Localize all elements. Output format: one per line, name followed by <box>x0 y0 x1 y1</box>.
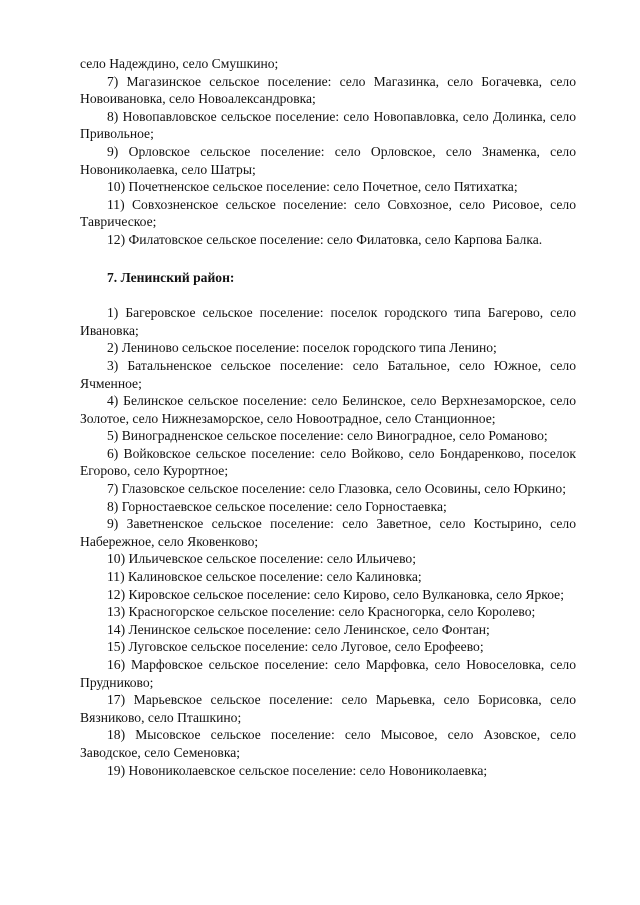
paragraph-item: 2) Лениново сельское поселение: поселок городского типа Ленино; <box>107 340 497 356</box>
paragraph-item: 11) Совхозненское сельское поселение: село Совхозное, село Рисовое, село Таврическое; <box>80 196 576 230</box>
paragraphs-top <box>80 55 576 249</box>
paragraph-item: 4) Белинское сельское поселение: село Белинское, село Верхнезаморское, село Золотое, село Нижнезаморское, село Новоотрадное, село Станционное; <box>80 393 576 426</box>
paragraph-item: 7) Магазинское сельское поселение: село Магазинка, село Богачевка, село Новоивановка, село Новоалександровка; <box>80 73 576 107</box>
paragraph-item: 15) Луговское сельское поселение: село Луговое, село Ерофеево; <box>107 639 484 655</box>
paragraph-item: 19) Новониколаевское сельское поселение: село Новониколаевка; <box>107 762 488 778</box>
paragraphs-bottom <box>80 304 576 779</box>
paragraph-item: 13) Красногорское сельское поселение: село Красногорка, село Королево; <box>107 604 536 620</box>
paragraph-item: 10) Почетненское сельское поселение: село Почетное, село Пятихатка; <box>107 179 518 195</box>
paragraph-item: 12) Кировское сельское поселение: село Кирово, село Вулкановка, село Яркое; <box>107 586 564 602</box>
paragraph-item: 6) Войковское сельское поселение: село Войково, село Бондаренково, поселок Егорово, село Курортное; <box>80 445 576 479</box>
paragraph-item: 8) Горностаевское сельское поселение: село Горностаевка; <box>107 498 447 514</box>
paragraph-item: 16) Марфовское сельское поселение: село Марфовка, село Новоселовка, село Прудниково; <box>80 657 576 690</box>
paragraph-item: 11) Калиновское сельское поселение: село Калиновка; <box>107 569 422 585</box>
paragraph-item: 3) Батальненское сельское поселение: село Батальное, село Южное, село Ячменное; <box>80 357 576 391</box>
paragraph-item: 1) Багеровское сельское поселение: поселок городского типа Багерово, село Ивановка; <box>80 305 576 338</box>
paragraph-continuation: село Надеждино, село Смушкино; <box>80 56 279 71</box>
paragraph-item: 9) Заветненское сельское поселение: село Заветное, село Костырино, село Набережное, село Яковенково; <box>80 516 576 549</box>
paragraph-item: 18) Мысовское сельское поселение: село Мысовое, село Азовское, село Заводское, село Семеновка; <box>80 727 576 760</box>
paragraph-item: 5) Виноградненское сельское поселение: село Виноградное, село Романово; <box>107 428 548 444</box>
paragraph-item: 9) Орловское сельское поселение: село Орловское, село Знаменка, село Новониколаевка, село Шатры; <box>80 143 576 177</box>
paragraph-item: 12) Филатовское сельское поселение: село Филатовка, село Карпова Балка. <box>107 231 543 247</box>
paragraph-item: 17) Марьевское сельское поселение: село Марьевка, село Борисовка, село Вязниково, село Пташкино; <box>80 692 576 725</box>
document-page <box>80 55 576 779</box>
paragraph-item: 14) Ленинское сельское поселение: село Ленинское, село Фонтан; <box>107 621 490 637</box>
paragraph-item: 8) Новопавловское сельское поселение: село Новопавловка, село Долинка, село Привольное; <box>80 108 576 142</box>
section-heading: 7. Ленинский район: <box>107 269 235 285</box>
paragraph-item: 7) Глазовское сельское поселение: село Глазовка, село Осовины, село Юркино; <box>107 481 566 497</box>
paragraph-item: 10) Ильичевское сельское поселение: село Ильичево; <box>107 551 416 567</box>
